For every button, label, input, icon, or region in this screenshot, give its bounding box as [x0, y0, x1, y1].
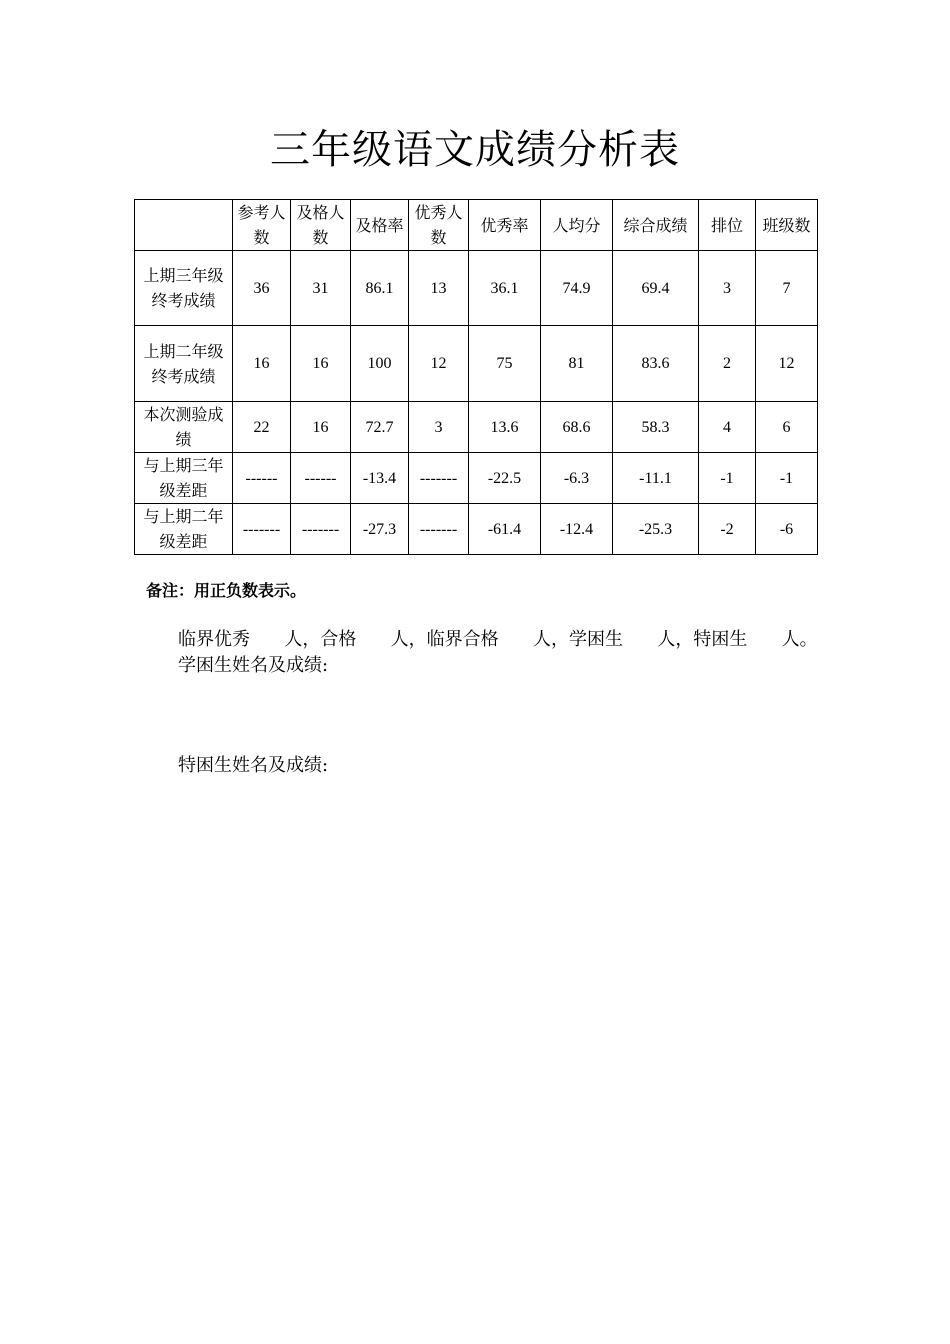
- table-cell: 58.3: [613, 402, 699, 453]
- table-cell: 68.6: [541, 402, 613, 453]
- table-cell: 31: [291, 251, 351, 326]
- row-label: 上期二年级终考成绩: [135, 326, 233, 402]
- table-cell: -6.3: [541, 453, 613, 504]
- row-label: 与上期三年级差距: [135, 453, 233, 504]
- table-cell: 16: [291, 326, 351, 402]
- table-cell: -------: [291, 504, 351, 555]
- table-cell: 16: [291, 402, 351, 453]
- document-title: 三年级语文成绩分析表: [270, 127, 680, 173]
- table-cell: 69.4: [613, 251, 699, 326]
- table-cell: ------: [233, 453, 291, 504]
- table-row: [135, 504, 818, 555]
- table-cell: 7: [756, 251, 818, 326]
- table-cell: 36.1: [469, 251, 541, 326]
- table-cell: 3: [409, 402, 469, 453]
- table-note: 备注：用正负数表示。: [146, 581, 307, 600]
- table-cell: -1: [756, 453, 818, 504]
- table-cell: -2: [699, 504, 756, 555]
- table-cell: 36: [233, 251, 291, 326]
- row-label: 上期三年级终考成绩: [135, 251, 233, 326]
- table-cell: 3: [699, 251, 756, 326]
- table-cell: 75: [469, 326, 541, 402]
- header-cell: 优秀人数: [409, 200, 469, 251]
- table-cell: -------: [233, 504, 291, 555]
- table-cell: 86.1: [351, 251, 409, 326]
- table-cell: -------: [409, 504, 469, 555]
- table-cell: 6: [756, 402, 818, 453]
- table-row: [135, 402, 818, 453]
- table-cell: 2: [699, 326, 756, 402]
- table-cell: 81: [541, 326, 613, 402]
- table-cell: 13: [409, 251, 469, 326]
- table-cell: -6: [756, 504, 818, 555]
- table-cell: 72.7: [351, 402, 409, 453]
- table-cell: -1: [699, 453, 756, 504]
- table-cell: -13.4: [351, 453, 409, 504]
- header-cell: 及格人数: [291, 200, 351, 251]
- header-cell: 排位: [699, 200, 756, 251]
- table-cell: 16: [233, 326, 291, 402]
- table-cell: 100: [351, 326, 409, 402]
- row-label: 本次测验成绩: [135, 402, 233, 453]
- row-label: 与上期二年级差距: [135, 504, 233, 555]
- table-header-row: [135, 200, 818, 251]
- table-cell: -12.4: [541, 504, 613, 555]
- header-cell: 参考人数: [233, 200, 291, 251]
- table-cell: ------: [291, 453, 351, 504]
- header-cell: 及格率: [351, 200, 409, 251]
- table-cell: 13.6: [469, 402, 541, 453]
- score-analysis-table: [134, 199, 818, 555]
- special-needs-students-label: 特困生姓名及成绩:: [178, 755, 329, 776]
- header-cell: [135, 200, 233, 251]
- header-cell: 班级数: [756, 200, 818, 251]
- table-cell: 74.9: [541, 251, 613, 326]
- header-cell: 综合成绩: [613, 200, 699, 251]
- table-cell: -27.3: [351, 504, 409, 555]
- table-cell: -11.1: [613, 453, 699, 504]
- table-cell: 4: [699, 402, 756, 453]
- table-cell: 83.6: [613, 326, 699, 402]
- table-cell: -25.3: [613, 504, 699, 555]
- table-cell: 22: [233, 402, 291, 453]
- table-cell: 12: [756, 326, 818, 402]
- table-row: [135, 453, 818, 504]
- table-cell: 12: [409, 326, 469, 402]
- header-cell: 优秀率: [469, 200, 541, 251]
- header-cell: 人均分: [541, 200, 613, 251]
- table-cell: -------: [409, 453, 469, 504]
- struggling-students-label: 学困生姓名及成绩:: [178, 655, 329, 676]
- table-cell: -61.4: [469, 504, 541, 555]
- student-count-line: 临界优秀 人，合格 人，临界合格 人，学困生 人，特困生 人。: [178, 629, 818, 650]
- table-row: [135, 326, 818, 402]
- table-row: [135, 251, 818, 326]
- table-cell: -22.5: [469, 453, 541, 504]
